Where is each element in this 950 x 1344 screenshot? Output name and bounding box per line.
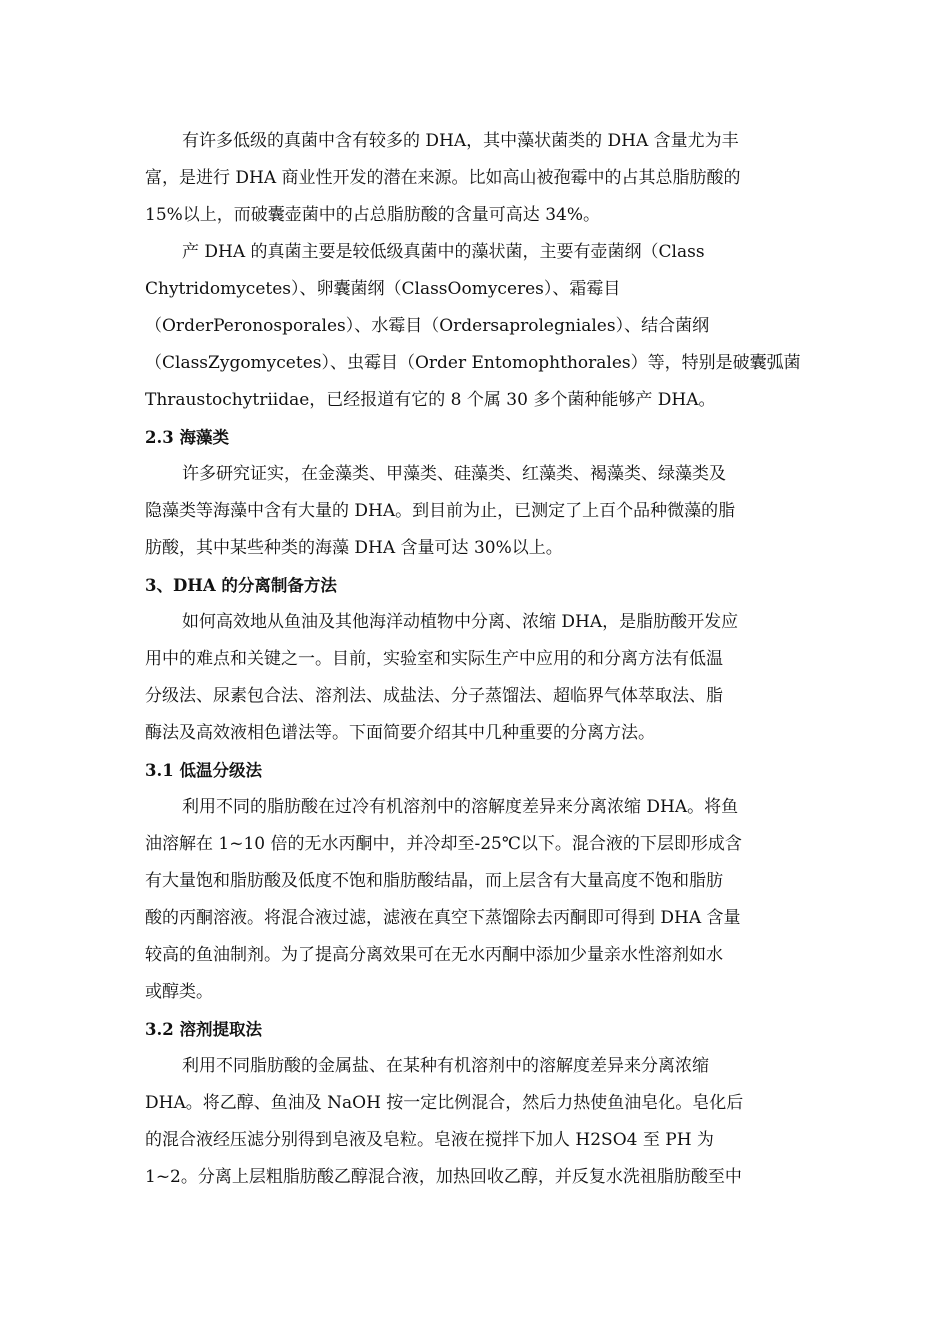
text-line: Thraustochytriidae，已经报道有它的 8 个属 30 多个菌种能够产 DHA。 — [145, 390, 716, 410]
text-line: 产 DHA 的真菌主要是较低级真菌中的藻状菌，主要有壶菌纲（Class — [182, 242, 705, 262]
paragraph-seaweed — [145, 456, 807, 567]
text-line: DHA。将乙醇、鱼油及 NaOH 按一定比例混合，然后力热使鱼油皂化。皂化后 — [145, 1093, 744, 1113]
text-line: 较高的鱼油制剂。为了提高分离效果可在无水丙酮中添加少量亲水性溶剂如水 — [145, 945, 723, 965]
text-line: 用中的难点和关键之一。目前，实验室和实际生产中应用的和分离方法有低温 — [145, 649, 723, 669]
text-line: Chytridomycetes）、卵囊菌纲（ClassOomyceres）、霜霉目 — [145, 279, 621, 299]
text-line: 肪酸，其中某些种类的海藻 DHA 含量可达 30%以上。 — [145, 538, 563, 558]
section-heading-solvent: 3.2 溶剂提取法 — [145, 1020, 262, 1039]
text-line: 许多研究证实，在金藻类、甲藻类、硅藻类、红藻类、褐藻类、绿藻类及 — [182, 464, 726, 484]
text-line: 有大量饱和脂肪酸及低度不饱和脂肪酸结晶，而上层含有大量高度不饱和脂肪 — [145, 871, 723, 891]
text-line: 酶法及高效液相色谱法等。下面简要介绍其中几种重要的分离方法。 — [145, 723, 655, 743]
paragraph-solvent — [145, 1048, 807, 1196]
text-line: 利用不同的脂肪酸在过冷有机溶剂中的溶解度差异来分离浓缩 DHA。将鱼 — [182, 797, 739, 817]
text-line: 或醇类。 — [145, 982, 213, 1002]
text-line: （OrderPeronosporales）、水霉目（Ordersaprolegniales）、结合菌纲 — [145, 316, 710, 336]
section-heading-seaweed: 2.3 海藻类 — [145, 428, 229, 447]
section-heading-low-temp: 3.1 低温分级法 — [145, 761, 262, 780]
text-line: 油溶解在 1~10 倍的无水丙酮中，并冷却至-25℃以下。混合液的下层即形成含 — [145, 834, 742, 854]
section-heading-separation-methods: 3、DHA 的分离制备方法 — [145, 576, 337, 595]
text-line: （ClassZygomycetes）、虫霉目（Order Entomophthorales）等，特别是破囊弧菌 — [145, 353, 801, 373]
text-line: 15%以上，而破囊壶菌中的占总脂肪酸的含量可高达 34%。 — [145, 205, 600, 225]
text-line: 富，是进行 DHA 商业性开发的潜在来源。比如高山被孢霉中的占其总脂肪酸的 — [145, 168, 741, 188]
paragraph-dha-fungi-types — [145, 234, 807, 419]
text-line: 隐藻类等海藻中含有大量的 DHA。到目前为止，已测定了上百个品种微藻的脂 — [145, 501, 736, 521]
text-line: 如何高效地从鱼油及其他海洋动植物中分离、浓缩 DHA，是脂肪酸开发应 — [182, 612, 739, 632]
text-line: 利用不同脂肪酸的金属盐、在某种有机溶剂中的溶解度差异来分离浓缩 — [182, 1056, 709, 1076]
text-line: 酸的丙酮溶液。将混合液过滤，滤液在真空下蒸馏除去丙酮即可得到 DHA 含量 — [145, 908, 741, 928]
paragraph-low-temp — [145, 789, 807, 1011]
paragraph-dha-fungi-intro — [145, 123, 807, 234]
text-line: 有许多低级的真菌中含有较多的 DHA，其中藻状菌类的 DHA 含量尤为丰 — [182, 131, 739, 151]
text-line: 1~2。分离上层粗脂肪酸乙醇混合液，加热回收乙醇，并反复水洗祖脂肪酸至中 — [145, 1167, 742, 1187]
document-body — [145, 123, 807, 1196]
paragraph-separation-overview — [145, 604, 807, 752]
text-line: 的混合液经压滤分别得到皂液及皂粒。皂液在搅拌下加人 H2SO4 至 PH 为 — [145, 1130, 714, 1150]
text-line: 分级法、尿素包合法、溶剂法、成盐法、分子蒸馏法、超临界气体萃取法、脂 — [145, 686, 723, 706]
